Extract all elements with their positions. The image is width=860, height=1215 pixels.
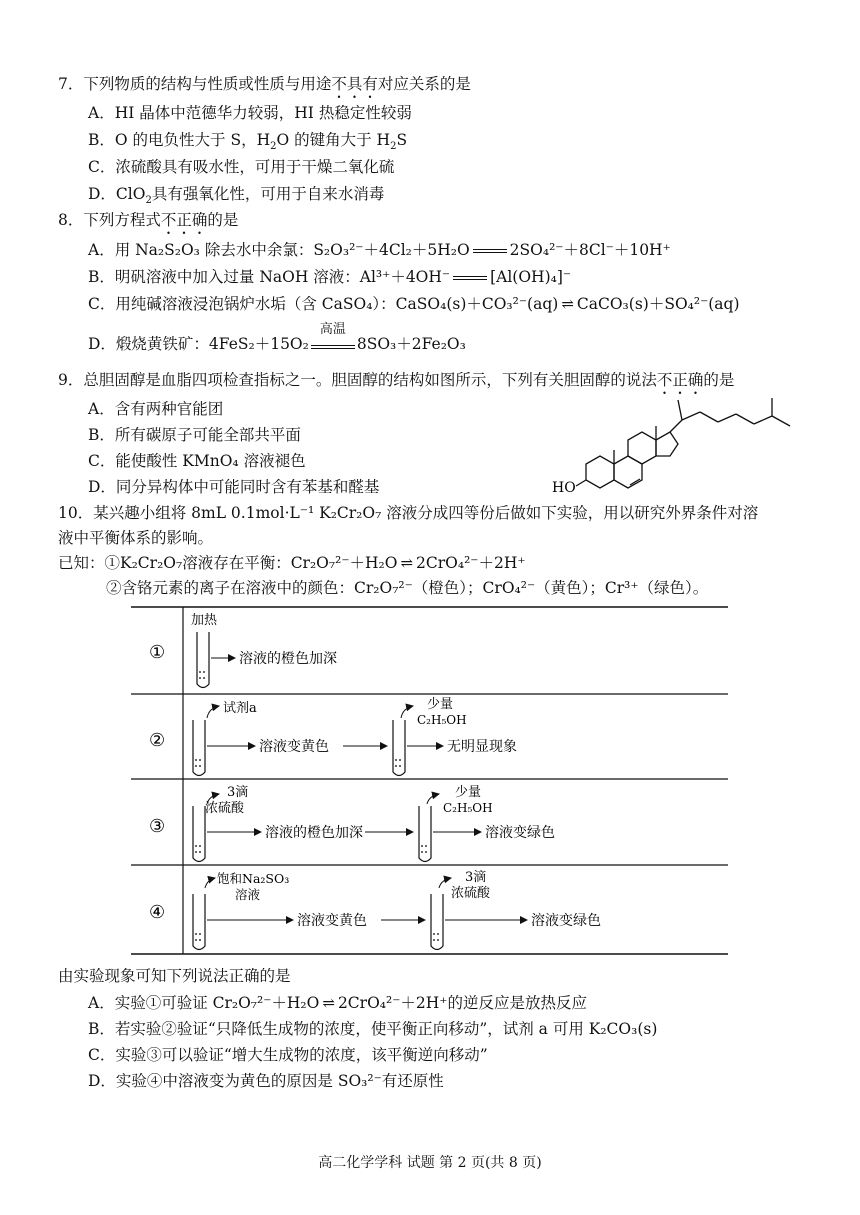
q9-stem: 9．总胆固醇是血脂四项检查指标之一。胆固醇的结构如图所示，下列有关胆固醇的说法不正确的是 <box>58 371 735 389</box>
reagent-label: 溶液 <box>235 887 261 902</box>
q8-option-b: B．明矾溶液中加入过量 NaOH 溶液：Al³⁺＋4OH⁻ [Al(OH)₄]⁻ <box>88 268 572 286</box>
test-tube-icon <box>431 894 443 950</box>
result-text: 溶液变黄色 <box>297 913 367 929</box>
q7-stem: 7．下列物质的结构与性质或性质与用途不具有对应关系的是 <box>58 75 471 93</box>
q9-option-c: C．能使酸性 KMnO₄ 溶液褪色 <box>88 452 306 470</box>
test-tube-icon <box>193 806 205 862</box>
q7-option-c: C．浓硫酸具有吸水性，可用于干燥二氧化硫 <box>88 158 395 176</box>
cholesterol-structure-diagram <box>550 392 820 502</box>
equilibrium-arrow-icon: ⇌ <box>400 554 414 572</box>
table-row-3 <box>149 784 555 862</box>
q8-option-d: D．煅烧黄铁矿：4FeS₂＋15O₂ 高温 8SO₃＋2Fe₂O₃ <box>88 322 466 353</box>
result-text: 溶液的橙色加深 <box>239 651 337 667</box>
q10-stem-line2: 液中平衡体系的影响。 <box>58 529 214 547</box>
q9-option-a: A．含有两种官能团 <box>88 400 224 418</box>
reagent-label: C₂H₅OH <box>443 801 493 815</box>
q7-option-d: D．ClO$_2$具有强氧化性，可用于自来水消毒 <box>88 185 385 207</box>
q9-option-b: B．所有碳原子可能全部共平面 <box>88 426 301 444</box>
result-text: 溶液变绿色 <box>531 913 601 929</box>
q10-option-b: B．若实验②验证“只降低生成物的浓度，使平衡正向移动”，试剂 a 可用 K₂CO₃(s) <box>88 1020 658 1038</box>
q10-stem-line1: 10．某兴趣小组将 8mL 0.1mol·L⁻¹ K₂Cr₂O₇ 溶液分成四等份后做如下实验，用以研究外界条件对溶 <box>58 504 759 522</box>
q10-known-2: ②含铬元素的离子在溶液中的颜色：Cr₂O₇²⁻（橙色）；CrO₄²⁻（黄色）；Cr³⁺（绿色）。 <box>106 579 709 597</box>
test-tube-icon <box>393 720 405 776</box>
row-number: ① <box>149 642 166 663</box>
row-number: ② <box>149 730 166 751</box>
reagent-label: 加热 <box>191 613 218 628</box>
q10-option-c: C．实验③可以验证“增大生成物的浓度，该平衡逆向移动” <box>88 1046 488 1064</box>
test-tube-icon <box>419 806 431 862</box>
q9-option-d: D．同分异构体中可能同时含有苯基和醛基 <box>88 478 380 496</box>
reagent-label: 3滴 <box>227 785 249 800</box>
table-row-2 <box>149 696 517 776</box>
reagent-label: 浓硫酸 <box>205 801 245 816</box>
result-text: 溶液变绿色 <box>485 825 555 841</box>
reagent-label: C₂H₅OH <box>417 713 467 727</box>
equals-sign <box>453 276 487 280</box>
q10-lead: 由实验现象可知下列说法正确的是 <box>58 967 291 985</box>
reagent-label: 饱和Na₂SO₃ <box>217 871 290 886</box>
experiment-table <box>131 606 728 956</box>
reagent-label: 3滴 <box>465 870 487 885</box>
q10-option-d: D．实验④中溶液变为黄色的原因是 SO₃²⁻有还原性 <box>88 1072 444 1090</box>
q10-known-1: 已知：①K₂Cr₂O₇溶液存在平衡：Cr₂O₇²⁻＋H₂O ⇌ 2CrO₄²⁻＋2H⁺ <box>58 554 526 572</box>
equilibrium-arrow-icon: ⇌ <box>561 295 574 313</box>
q7-option-b: B．O 的电负性大于 S，$H_2O$ 的键角大于 $H_2S$ <box>88 131 408 153</box>
reagent-label: 浓硫酸 <box>451 886 491 901</box>
test-tube-icon <box>193 720 205 776</box>
result-text: 无明显现象 <box>447 739 517 755</box>
q8-option-c: C．用纯碱溶液浸泡锅炉水垢（含 CaSO₄）：CaSO₄(s)＋CO₃²⁻(aq) ⇌ CaCO₃(s)＋SO₄²⁻(aq) <box>88 295 740 313</box>
row-number: ④ <box>149 902 166 923</box>
reagent-label: 试剂a <box>223 701 257 716</box>
test-tube-icon <box>197 632 209 688</box>
reagent-label: 少量 <box>455 785 482 800</box>
hydroxyl-label: HO <box>552 480 576 496</box>
q8-option-a: A．用 Na₂S₂O₃ 除去水中余氯：S₂O₃²⁻＋4Cl₂＋5H₂O 2SO₄²⁻＋8Cl⁻＋10H⁺ <box>88 241 671 259</box>
q7-option-a: A．HI 晶体中范德华力较弱，HI 热稳定性较弱 <box>88 104 412 122</box>
reaction-condition: 高温 <box>311 336 355 349</box>
reagent-label: 少量 <box>427 697 454 712</box>
equilibrium-arrow-icon: ⇌ <box>322 994 335 1012</box>
result-text: 溶液变黄色 <box>259 739 329 755</box>
result-text: 溶液的橙色加深 <box>265 825 363 841</box>
row-number: ③ <box>149 816 166 837</box>
q8-stem: 8．下列方程式不正确的是 <box>58 211 239 229</box>
test-tube-icon <box>193 894 205 950</box>
equals-sign <box>473 249 507 253</box>
table-row-4 <box>149 870 601 950</box>
q10-option-a: A．实验①可验证 Cr₂O₇²⁻＋H₂O ⇌ 2CrO₄²⁻＋2H⁺的逆反应是放热反应 <box>88 994 587 1012</box>
page-footer: 高二化学学科 试题 第 2 页(共 8 页) <box>318 1155 542 1171</box>
table-row-1 <box>149 612 337 688</box>
